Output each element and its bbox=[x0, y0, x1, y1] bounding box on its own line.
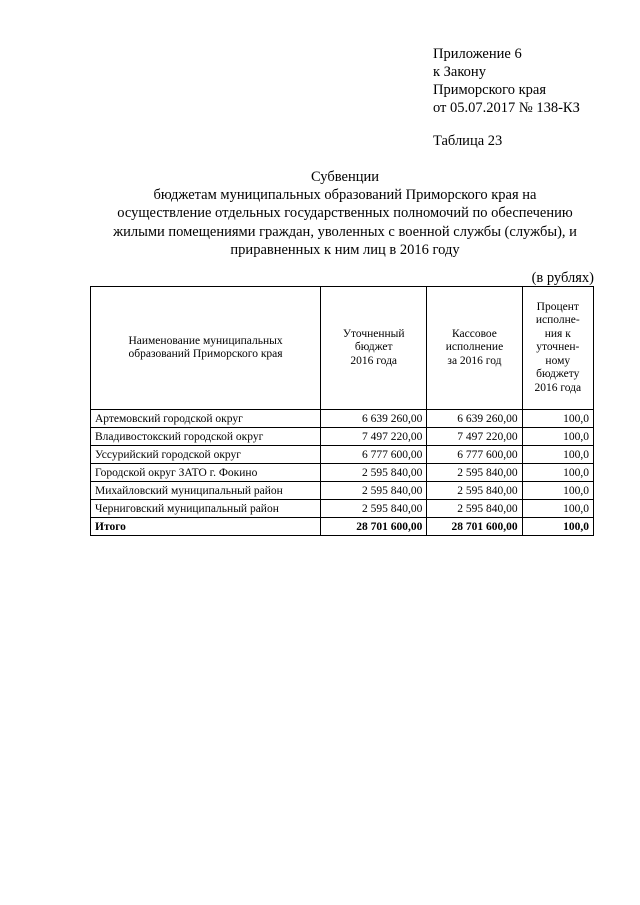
header-text: образований Приморского края bbox=[128, 348, 283, 360]
title-line: бюджетам муниципальных образований Приморского края на bbox=[153, 187, 537, 204]
header-text: Процент bbox=[536, 300, 579, 313]
table-row bbox=[91, 500, 594, 518]
header-percent bbox=[522, 287, 593, 410]
appendix-line: Приложение 6 bbox=[433, 46, 522, 62]
title-line: осуществление отдельных государственных полномочий по обеспечению bbox=[117, 205, 573, 222]
table-header-row bbox=[91, 287, 594, 410]
appendix-line: Приморского края bbox=[433, 82, 547, 98]
header-text: Наименование муниципальных bbox=[128, 334, 283, 347]
cell-municipality: Михайловский муниципальный район bbox=[91, 482, 321, 500]
cell-percent: 100,0 bbox=[522, 482, 593, 500]
header-text: бюджет bbox=[354, 341, 393, 354]
cell-municipality: Черниговский муниципальный район bbox=[91, 500, 321, 518]
cell-municipality: Городской округ ЗАТО г. Фокино bbox=[91, 464, 321, 482]
cell-budget: 6 639 260,00 bbox=[321, 410, 427, 428]
header-text: исполнение bbox=[445, 341, 504, 354]
header-text: Уточненный bbox=[342, 327, 405, 340]
appendix-reference bbox=[433, 45, 580, 117]
appendix-line: к Закону bbox=[433, 64, 486, 80]
header-text: уточнен- bbox=[536, 341, 580, 354]
appendix-line: от 05.07.2017 № 138-КЗ bbox=[433, 100, 580, 116]
units-note: (в рублях) bbox=[531, 270, 594, 286]
cell-execution: 2 595 840,00 bbox=[427, 464, 522, 482]
cell-municipality: Уссурийский городской округ bbox=[91, 446, 321, 464]
header-text: за 2016 год bbox=[447, 354, 502, 367]
cell-execution: 6 639 260,00 bbox=[427, 410, 522, 428]
header-text: исполне- bbox=[535, 314, 580, 327]
header-text: Кассовое bbox=[451, 327, 497, 340]
title-line: Субвенции bbox=[311, 169, 379, 185]
cell-execution: 7 497 220,00 bbox=[427, 428, 522, 446]
cell-percent: 100,0 bbox=[522, 500, 593, 518]
document-title bbox=[80, 168, 610, 259]
cell-budget: 2 595 840,00 bbox=[321, 482, 427, 500]
header-execution bbox=[427, 287, 522, 410]
table-row bbox=[91, 464, 594, 482]
cell-budget: 7 497 220,00 bbox=[321, 428, 427, 446]
header-text: ному bbox=[545, 354, 571, 367]
total-percent: 100,0 bbox=[522, 518, 593, 536]
cell-budget: 6 777 600,00 bbox=[321, 446, 427, 464]
table-total-row bbox=[91, 518, 594, 536]
cell-percent: 100,0 bbox=[522, 410, 593, 428]
table-row bbox=[91, 410, 594, 428]
subventions-table bbox=[90, 286, 594, 536]
cell-percent: 100,0 bbox=[522, 464, 593, 482]
title-line: жилыми помещениями граждан, уволенных с военной службы (службы), и bbox=[113, 223, 577, 240]
table-row bbox=[91, 446, 594, 464]
cell-budget: 2 595 840,00 bbox=[321, 464, 427, 482]
header-text: ния к bbox=[544, 327, 571, 340]
cell-budget: 2 595 840,00 bbox=[321, 500, 427, 518]
header-budget bbox=[321, 287, 427, 410]
header-text: 2016 года bbox=[350, 354, 398, 367]
table-row bbox=[91, 482, 594, 500]
cell-percent: 100,0 bbox=[522, 428, 593, 446]
table-row bbox=[91, 428, 594, 446]
cell-percent: 100,0 bbox=[522, 446, 593, 464]
header-municipality bbox=[91, 287, 321, 410]
total-budget: 28 701 600,00 bbox=[321, 518, 427, 536]
cell-execution: 2 595 840,00 bbox=[427, 482, 522, 500]
total-execution: 28 701 600,00 bbox=[427, 518, 522, 536]
cell-execution: 2 595 840,00 bbox=[427, 500, 522, 518]
cell-municipality: Владивостокский городской округ bbox=[91, 428, 321, 446]
header-text: бюджету bbox=[536, 368, 580, 381]
total-label: Итого bbox=[91, 518, 321, 536]
header-text: 2016 года bbox=[534, 381, 582, 394]
title-line: приравненных к ним лиц в 2016 году bbox=[230, 241, 460, 258]
table-number: Таблица 23 bbox=[433, 133, 503, 149]
cell-execution: 6 777 600,00 bbox=[427, 446, 522, 464]
cell-municipality: Артемовский городской округ bbox=[91, 410, 321, 428]
